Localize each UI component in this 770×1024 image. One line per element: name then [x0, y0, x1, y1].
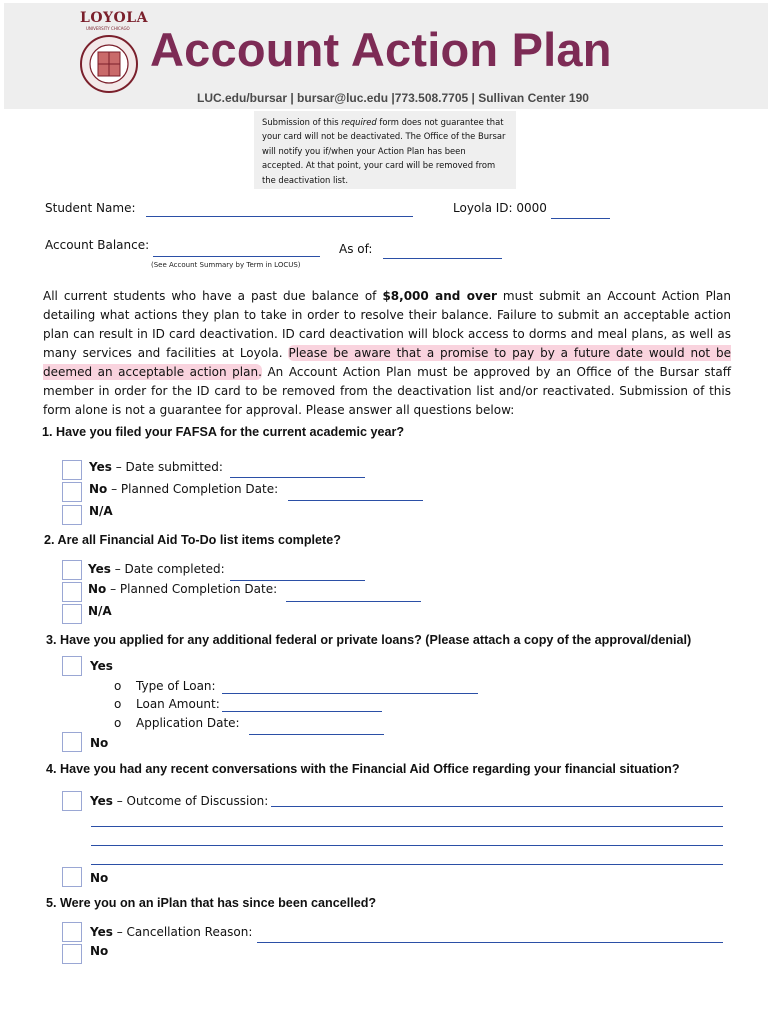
as-of-field[interactable]: [383, 258, 502, 259]
q2-na-option: [88, 604, 112, 618]
q2-yes-checkbox[interactable]: [62, 560, 82, 580]
question-3: 3. Have you applied for any additional federal or private loans? (Please attach a copy of the approval/denial): [46, 633, 692, 647]
notice-italic: required: [341, 117, 377, 127]
student-name-label: Student Name:: [45, 201, 136, 215]
q3-yes-label: Yes: [90, 659, 113, 673]
q3-bullet-2: o: [114, 697, 122, 711]
question-2: 2. Are all Financial Aid To-Do list items complete?: [44, 533, 341, 547]
q1-yes-label: Yes: [89, 460, 112, 474]
page-title: Account Action Plan: [150, 23, 612, 76]
q5-yes-detail: – Cancellation Reason:: [112, 925, 253, 939]
q4-no-option: [90, 871, 108, 885]
q2-no-label: No: [88, 582, 107, 596]
contact-line: LUC.edu/bursar | bursar@luc.edu |773.508.7705 | Sullivan Center 190: [197, 91, 589, 105]
q3-yes-option: [90, 659, 113, 673]
q4-no-checkbox[interactable]: [62, 867, 82, 887]
notice-text-1: Submission of this: [262, 117, 342, 127]
account-balance-label: Account Balance:: [45, 238, 150, 252]
logo-wordmark: LOYOLA: [80, 10, 148, 26]
q3-loan-amount-label: Loan Amount:: [136, 697, 220, 711]
q2-na-label: N/A: [88, 604, 112, 618]
q1-yes-checkbox[interactable]: [62, 460, 82, 480]
para-text-1: All current students who have a past due balance of: [43, 289, 383, 303]
q3-loan-amount-field[interactable]: [222, 711, 382, 712]
q5-yes-label: Yes: [90, 925, 113, 939]
q4-outcome-field-4[interactable]: [91, 864, 723, 865]
q4-no-label: No: [90, 871, 109, 885]
logo-subtitle: UNIVERSITY CHICAGO: [86, 26, 130, 31]
q2-na-checkbox[interactable]: [62, 604, 82, 624]
q5-no-option: [90, 944, 108, 958]
notice-text-2: form does not guarantee that your card will not be deactivated. The Office of the Bursar will notify you if/when your Action Plan has been accepted. At that point, your card will be removed from the deactivation list.: [262, 117, 506, 185]
q2-yes-label: Yes: [88, 562, 111, 576]
q4-outcome-field-1[interactable]: [271, 806, 723, 807]
q5-no-checkbox[interactable]: [62, 944, 82, 964]
q2-no-detail: – Planned Completion Date:: [106, 582, 278, 596]
question-5: 5. Were you on an iPlan that has since been cancelled?: [46, 896, 377, 910]
as-of-label: As of:: [339, 242, 373, 256]
q1-no-label: No: [89, 482, 108, 496]
account-balance-field[interactable]: [153, 256, 320, 257]
student-name-field[interactable]: [146, 216, 413, 217]
q3-application-date-field[interactable]: [249, 734, 384, 735]
q4-outcome-field-3[interactable]: [91, 845, 723, 846]
q3-bullet-1: o: [114, 679, 122, 693]
q4-yes-detail: – Outcome of Discussion:: [112, 794, 269, 808]
q5-no-label: No: [90, 944, 109, 958]
q4-yes-label: Yes: [90, 794, 113, 808]
q4-yes-checkbox[interactable]: [62, 791, 82, 811]
q5-yes-checkbox[interactable]: [62, 922, 82, 942]
q1-no-option: [89, 482, 278, 496]
q5-cancellation-reason-field[interactable]: [257, 942, 723, 943]
instructions-paragraph: [43, 287, 731, 420]
q2-yes-option: [88, 562, 225, 576]
q3-bullet-3: o: [114, 716, 122, 730]
q1-date-submitted-field[interactable]: [230, 477, 365, 478]
q3-type-of-loan-field[interactable]: [222, 693, 478, 694]
q3-no-checkbox[interactable]: [62, 732, 82, 752]
q4-yes-option: [90, 794, 268, 808]
balance-hint: (See Account Summary by Term in LOCUS): [151, 261, 301, 269]
para-amount: $8,000 and over: [382, 289, 497, 303]
q2-date-completed-field[interactable]: [230, 580, 365, 581]
q3-type-of-loan-label: Type of Loan:: [136, 679, 216, 693]
loyola-id-label: Loyola ID: 0000: [453, 201, 547, 215]
para-text-3: An Account Action Plan must be approved by an Office of the Bursar staff member in order for the ID card to be removed from the deactivation list and/or reactivated. Submission of this form alone is not a guarantee for approval. Please answer all questions below:: [43, 365, 731, 417]
q3-application-date-label: Application Date:: [136, 716, 240, 730]
para-highlight: Please be aware that a promise to pay by a future date would not be deemed an acceptable action plan.: [43, 346, 731, 379]
q1-yes-detail: – Date submitted:: [111, 460, 223, 474]
q2-planned-date-field[interactable]: [286, 601, 421, 602]
q5-yes-option: [90, 925, 252, 939]
q1-na-label: N/A: [89, 504, 113, 518]
q3-yes-checkbox[interactable]: [62, 656, 82, 676]
question-4: 4. Have you had any recent conversations with the Financial Aid Office regarding your financial situation?: [46, 762, 680, 776]
q1-planned-date-field[interactable]: [288, 500, 423, 501]
loyola-id-field[interactable]: [551, 218, 610, 219]
q2-no-option: [88, 582, 277, 596]
q1-yes-option: [89, 460, 223, 474]
q1-no-checkbox[interactable]: [62, 482, 82, 502]
q1-na-option: [89, 504, 113, 518]
q3-no-label: No: [90, 736, 109, 750]
q1-no-detail: – Planned Completion Date:: [107, 482, 279, 496]
para-text-2: must submit an Account Action Plan detailing what actions they plan to take in order to resolve their balance. Failure to submit an acceptable action plan can result in ID card deactivation. ID card deactivation will block access to dorms and meal plans, as well as many services and facilities at Loyola.: [43, 289, 731, 360]
q2-yes-detail: – Date completed:: [110, 562, 225, 576]
q2-no-checkbox[interactable]: [62, 582, 82, 602]
q4-outcome-field-2[interactable]: [91, 826, 723, 827]
notice-box: [254, 111, 516, 189]
question-1: 1. Have you filed your FAFSA for the current academic year?: [42, 425, 405, 439]
q1-na-checkbox[interactable]: [62, 505, 82, 525]
q3-no-option: [90, 736, 108, 750]
